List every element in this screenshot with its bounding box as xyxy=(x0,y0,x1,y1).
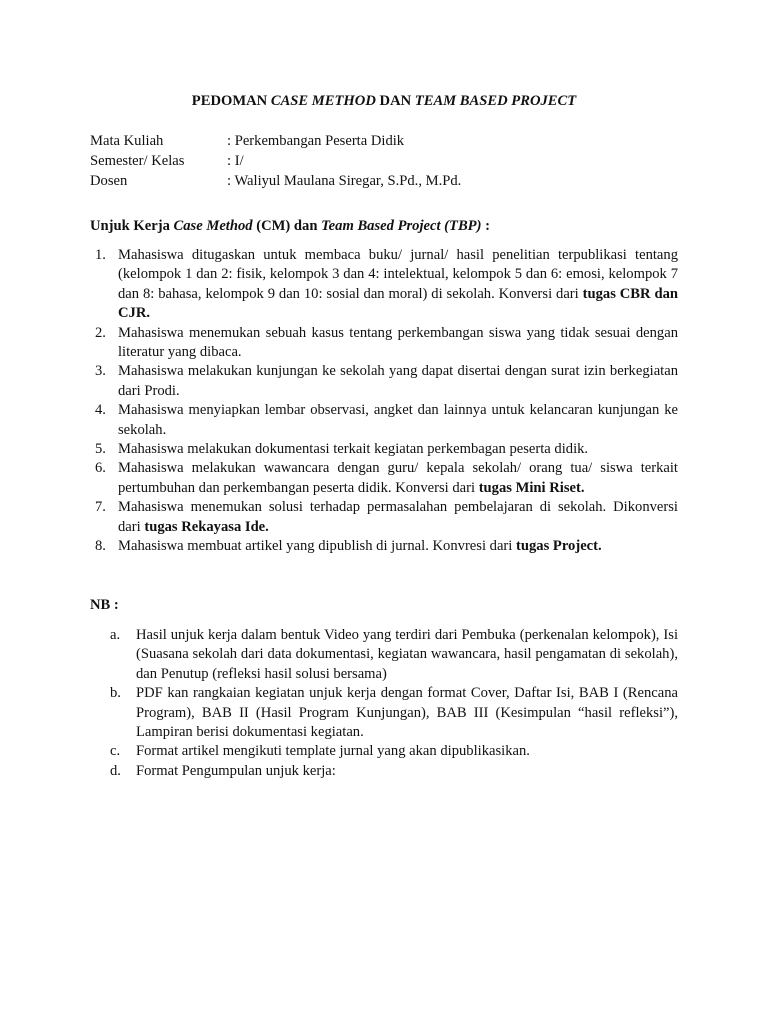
list-item-body: Mahasiswa membuat artikel yang dipublish di jurnal. Konvresi dari xyxy=(118,538,517,555)
list-item-text xyxy=(118,362,678,401)
list-item-text xyxy=(118,498,678,537)
heading-part-italic: Team Based Project (TBP) xyxy=(321,218,482,234)
list-item-body: Mahasiswa melakukan wawancara dengan guru/ kepala sekolah/ orang tua/ siswa terkait pertumbuhan dan perkembangan peserta didik. Konversi dari xyxy=(118,460,678,496)
list-item-text: Format Pengumpulan unjuk kerja: xyxy=(136,762,336,779)
list-item-number: 3. xyxy=(95,363,106,380)
list-item-letter: b. xyxy=(110,685,121,702)
list-item-text: Hasil unjuk kerja dalam bentuk Video yang terdiri dari Pembuka (perkenalan kelompok), Isi (Suasana sekolah dari data dokumentasi, kegiatan wawancara, hasil pengamatan di sekolah), dan Penutup (refleksi hasil solusi bersama) xyxy=(136,627,678,682)
list-item-text xyxy=(118,401,678,440)
list-item-number: 8. xyxy=(95,538,106,555)
course-info xyxy=(90,131,461,191)
list-item-number: 5. xyxy=(95,441,106,458)
list-item-text xyxy=(118,246,678,324)
title-part: PEDOMAN xyxy=(191,93,271,109)
list-item-text xyxy=(118,537,678,556)
heading-part-italic: Case Method xyxy=(173,218,253,234)
list-item xyxy=(110,762,678,781)
list-item-bold: tugas Rekayasa Ide. xyxy=(144,518,269,535)
course-info-label: Semester/ Kelas xyxy=(90,153,185,169)
list-item-text: Format artikel mengikuti template jurnal yang akan dipublikasikan. xyxy=(136,743,530,760)
list-item-text xyxy=(118,324,678,363)
course-info-value: : I/ xyxy=(227,153,244,169)
list-item xyxy=(90,246,678,324)
list-item xyxy=(90,459,678,498)
list-item-bold: tugas CBR dan CJR. xyxy=(118,285,678,322)
list-item-letter: d. xyxy=(110,762,121,779)
course-info-row xyxy=(90,151,461,171)
course-info-label: Dosen xyxy=(90,173,128,189)
course-info-row xyxy=(90,131,461,151)
list-item-text: PDF kan rangkaian kegiatan unjuk kerja dengan format Cover, Daftar Isi, BAB I (Rencana Program), BAB II (Hasil Program Kunjungan), BAB III (Kesimpulan “hasil refleksi”), Lampiran berisi dokumentasi kegiatan. xyxy=(136,685,678,741)
title-part: DAN xyxy=(375,93,415,109)
list-item-body: Mahasiswa menyiapkan lembar observasi, angket dan lainnya untuk kelancaran kunjungan ke sekolah. xyxy=(118,402,678,438)
list-item xyxy=(90,498,678,537)
list-item xyxy=(90,440,678,459)
list-item-number: 6. xyxy=(95,460,106,477)
course-info-row xyxy=(90,171,461,191)
course-info-label: Mata Kuliah xyxy=(90,133,164,149)
list-item-text xyxy=(118,440,678,459)
list-item-number: 7. xyxy=(95,499,106,516)
list-item xyxy=(110,742,678,761)
list-item-number: 4. xyxy=(95,402,106,419)
course-info-value: : Perkembangan Peserta Didik xyxy=(227,133,405,149)
list-item xyxy=(110,626,678,684)
heading-part: Unjuk Kerja xyxy=(90,218,174,234)
list-item-body: Mahasiswa ditugaskan untuk membaca buku/ jurnal/ hasil penelitian terpublikasi tentang (kelompok 1 dan 2: fisik, kelompok 3 dan 4: intelektual, kelompok 5 dan 6: emosi, kelompok 7 dan 8: bahasa, kelompok 9 dan 10: sosial dan moral) di sekolah. Konversi dari xyxy=(118,247,678,302)
list-item-body: Mahasiswa menemukan solusi terhadap permasalahan pembelajaran di sekolah. Dikonversi dari xyxy=(118,499,678,535)
document-title xyxy=(0,93,768,110)
nb-label: NB : xyxy=(90,597,119,613)
list-item-text xyxy=(118,459,678,498)
section-heading xyxy=(90,218,490,235)
title-part-italic: TEAM BASED PROJECT xyxy=(414,93,577,109)
notes-list xyxy=(110,626,678,781)
task-steps-list xyxy=(90,246,678,557)
title-part-italic: CASE METHOD xyxy=(270,93,376,109)
list-item xyxy=(90,324,678,363)
list-item xyxy=(90,401,678,440)
list-item-number: 1. xyxy=(95,247,106,263)
heading-part: (CM) dan xyxy=(252,218,322,234)
list-item-number: 2. xyxy=(95,324,106,341)
list-item-body: Mahasiswa melakukan kunjungan ke sekolah yang dapat disertai dengan surat izin berkegiatan dari Prodi. xyxy=(118,363,678,399)
list-item xyxy=(90,362,678,401)
list-item-letter: a. xyxy=(110,627,121,643)
heading-part: : xyxy=(481,218,490,234)
list-item xyxy=(110,684,678,742)
list-item xyxy=(90,537,678,556)
list-item-bold: tugas Project. xyxy=(516,538,602,555)
list-item-body: Mahasiswa menemukan sebuah kasus tentang perkembangan siswa yang tidak sesuai dengan literatur yang dibaca. xyxy=(118,324,678,361)
course-info-value: : Waliyul Maulana Siregar, S.Pd., M.Pd. xyxy=(227,173,462,189)
list-item-bold: tugas Mini Riset. xyxy=(478,479,585,496)
list-item-letter: c. xyxy=(110,743,121,760)
list-item-body: Mahasiswa melakukan dokumentasi terkait kegiatan perkembagan peserta didik. xyxy=(118,441,589,458)
